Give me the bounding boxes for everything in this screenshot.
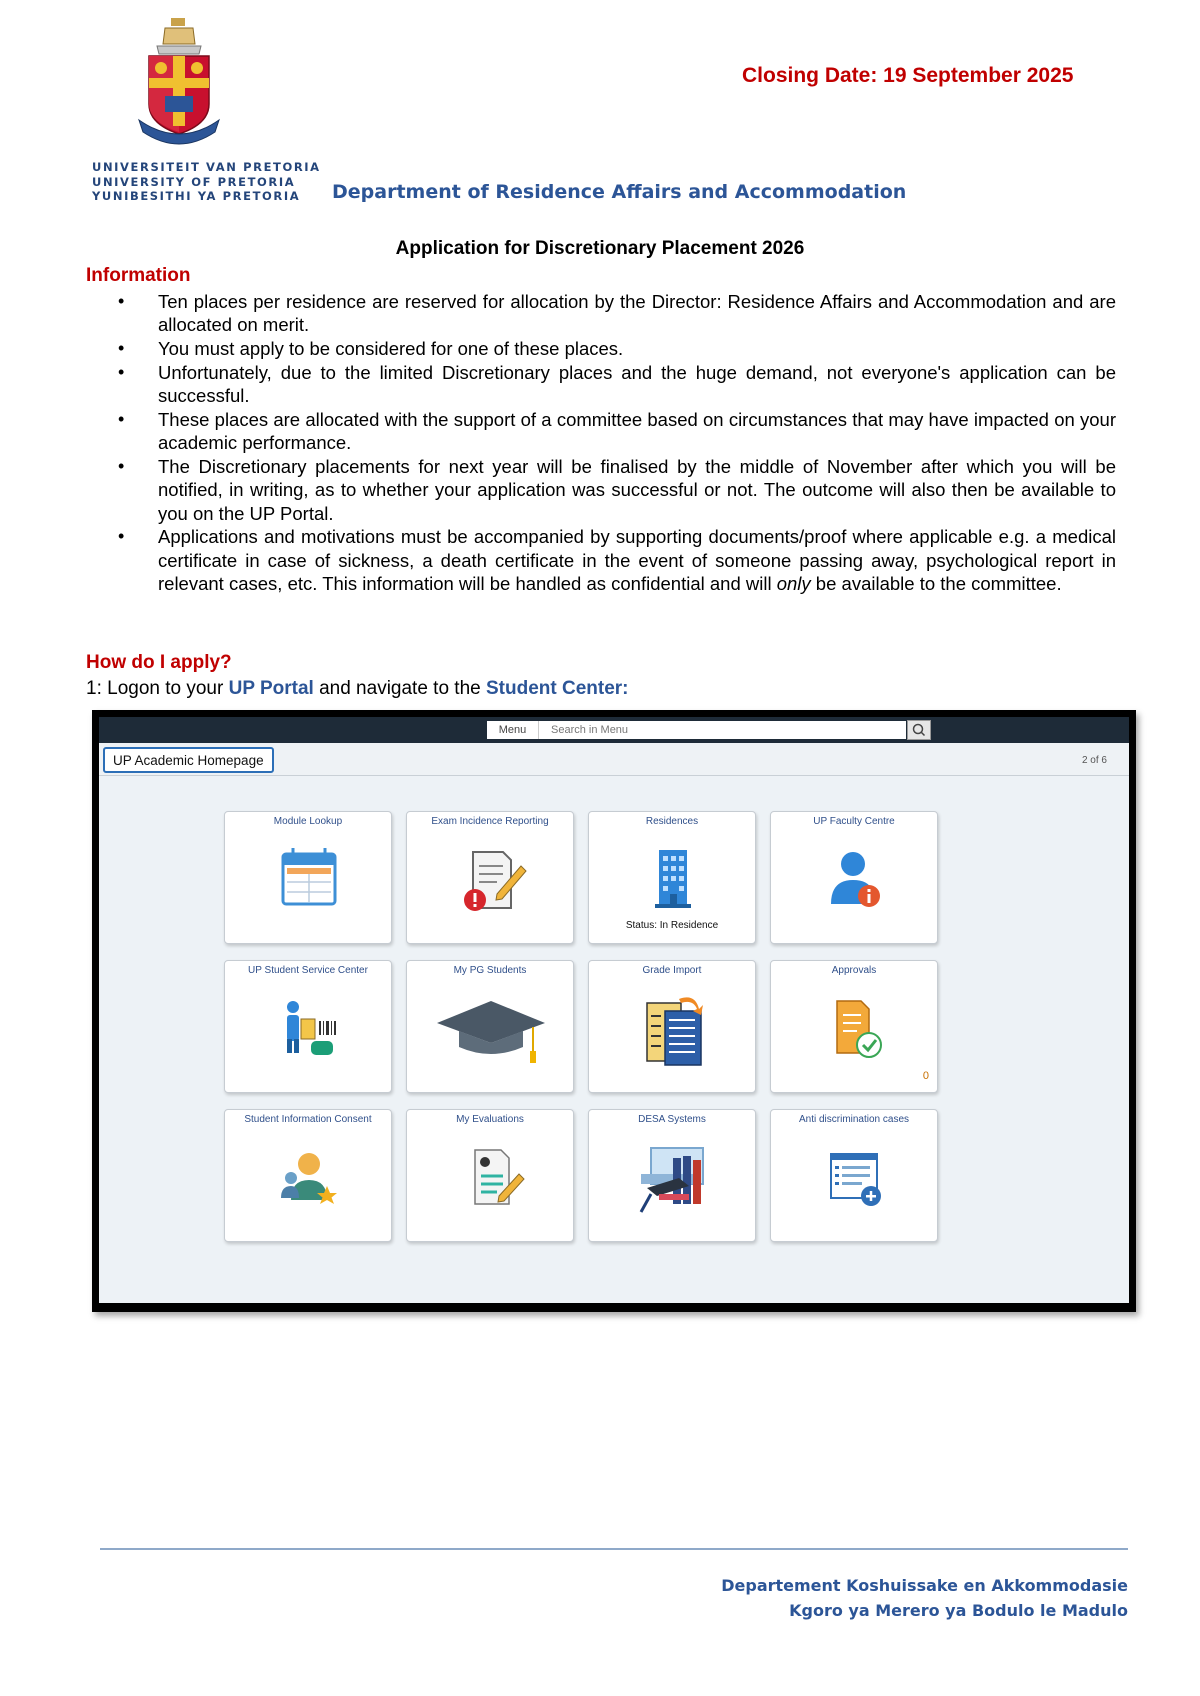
tile-up-student-service-center[interactable] — [224, 960, 392, 1093]
tile-exam-incidence-reporting[interactable] — [406, 811, 574, 944]
university-names — [92, 160, 321, 204]
student-center-link[interactable]: Student Center: — [485, 678, 629, 699]
tile-up-faculty-centre[interactable] — [770, 811, 938, 944]
graduation-cap-icon — [421, 985, 561, 1073]
closing-date: Closing Date: 19 September 2025 — [742, 64, 1074, 87]
page-indicator: 2 of 6 — [1081, 755, 1107, 766]
tile-anti-discrimination-cases[interactable] — [770, 1109, 938, 1242]
homepage-bar — [99, 743, 1129, 776]
menu-button[interactable]: Menu — [487, 721, 539, 739]
search-icon — [908, 721, 930, 739]
books-laptop-icon — [623, 1134, 723, 1222]
tile-title: Residences — [645, 816, 699, 827]
bullet-text: Applications and motivations must be accompanied by supporting documents/proof where applicable e.g. a medical certificate in case of sickness, a death certificate in the event of someone passing away, psychological report in relevant cases, etc. This information will be handled as confidential and will — [158, 526, 1116, 595]
tile-desa-systems[interactable] — [588, 1109, 756, 1242]
university-name-sepedi: YUNIBESITHI YA PRETORIA — [92, 189, 301, 203]
residence-status: Status: In Residence — [625, 920, 719, 931]
person-info-icon — [811, 836, 899, 924]
tile-grade-import[interactable] — [588, 960, 756, 1093]
list-item: • You must apply to be considered for one of these places. — [118, 337, 1116, 360]
portal-screenshot — [92, 710, 1136, 1312]
portal-topbar — [99, 717, 1129, 743]
tile-approvals[interactable] — [770, 960, 938, 1093]
tile-title: UP Faculty Centre — [813, 816, 895, 827]
footer-line-afrikaans: Departement Koshuissake en Akkommodasie — [721, 1576, 1128, 1595]
portal-window — [99, 717, 1129, 1303]
department-title: Department of Residence Affairs and Accommodation — [332, 181, 907, 203]
bullet-text: be available to the committee. — [810, 573, 1062, 595]
how-to-apply-heading: How do I apply? — [86, 652, 232, 673]
list-item: • Unfortunately, due to the limited Discretionary places and the huge demand, not everyone's application can be successful. — [118, 361, 1116, 408]
tile-title: Grade Import — [642, 965, 702, 976]
list-item — [118, 525, 1116, 595]
tile-title: My PG Students — [453, 965, 527, 976]
list-add-icon — [811, 1134, 899, 1222]
step-1-instruction — [86, 678, 628, 700]
list-item: • These places are allocated with the support of a committee based on circumstances that may have impacted on your academic performance. — [118, 408, 1116, 455]
tile-title: Approvals — [831, 965, 877, 976]
search-button[interactable] — [907, 720, 931, 740]
footer-divider — [100, 1548, 1128, 1550]
university-crest-logo — [135, 16, 223, 146]
search-input[interactable]: Search in Menu — [539, 721, 906, 739]
university-name-english: UNIVERSITY OF PRETORIA — [92, 174, 296, 189]
approvals-count: 0 — [922, 1070, 929, 1082]
tile-my-pg-students[interactable] — [406, 960, 574, 1093]
report-alert-icon — [447, 836, 535, 924]
building-icon — [629, 836, 717, 924]
homepage-selector[interactable]: UP Academic Homepage — [103, 747, 274, 773]
tile-title: Module Lookup — [273, 816, 343, 827]
grade-sheet-icon — [629, 985, 717, 1073]
bullet-emphasis: only — [776, 573, 811, 595]
tile-title: Student Information Consent — [244, 1114, 372, 1125]
information-list — [118, 290, 1116, 596]
service-desk-icon — [265, 985, 353, 1073]
document-check-icon — [811, 985, 899, 1073]
tile-my-evaluations[interactable] — [406, 1109, 574, 1242]
information-heading: Information — [86, 265, 191, 286]
up-portal-link[interactable]: UP Portal — [228, 678, 314, 699]
university-name-afrikaans: UNIVERSITEIT VAN PRETORIA — [92, 160, 321, 174]
tile-title: My Evaluations — [456, 1114, 524, 1125]
people-star-icon — [265, 1134, 353, 1222]
tile-title: UP Student Service Center — [248, 965, 368, 976]
list-item: • Ten places per residence are reserved for allocation by the Director: Residence Affairs and Accommodation and are allocated on merit. — [118, 290, 1116, 337]
tile-student-information-consent[interactable] — [224, 1109, 392, 1242]
evaluation-doc-icon — [447, 1134, 535, 1222]
calendar-icon — [265, 836, 353, 924]
tile-residences[interactable] — [588, 811, 756, 944]
step-1-middle: and navigate to the — [313, 678, 486, 699]
footer-line-sepedi: Kgoro ya Merero ya Bodulo le Madulo — [789, 1601, 1128, 1620]
tile-module-lookup[interactable] — [224, 811, 392, 944]
document-title: Application for Discretionary Placement 2026 — [395, 238, 805, 259]
tile-title: Exam Incidence Reporting — [431, 816, 549, 827]
tile-title: DESA Systems — [638, 1114, 706, 1125]
step-1-prefix: 1: Logon to your — [86, 678, 229, 699]
footer — [721, 1573, 1128, 1623]
tile-title: Anti discrimination cases — [798, 1114, 910, 1125]
list-item: • The Discretionary placements for next year will be finalised by the middle of November after which you will be notified, in writing, as to whether your application was successful or not. The outcome will also then be available to you on the UP Portal. — [118, 455, 1116, 525]
